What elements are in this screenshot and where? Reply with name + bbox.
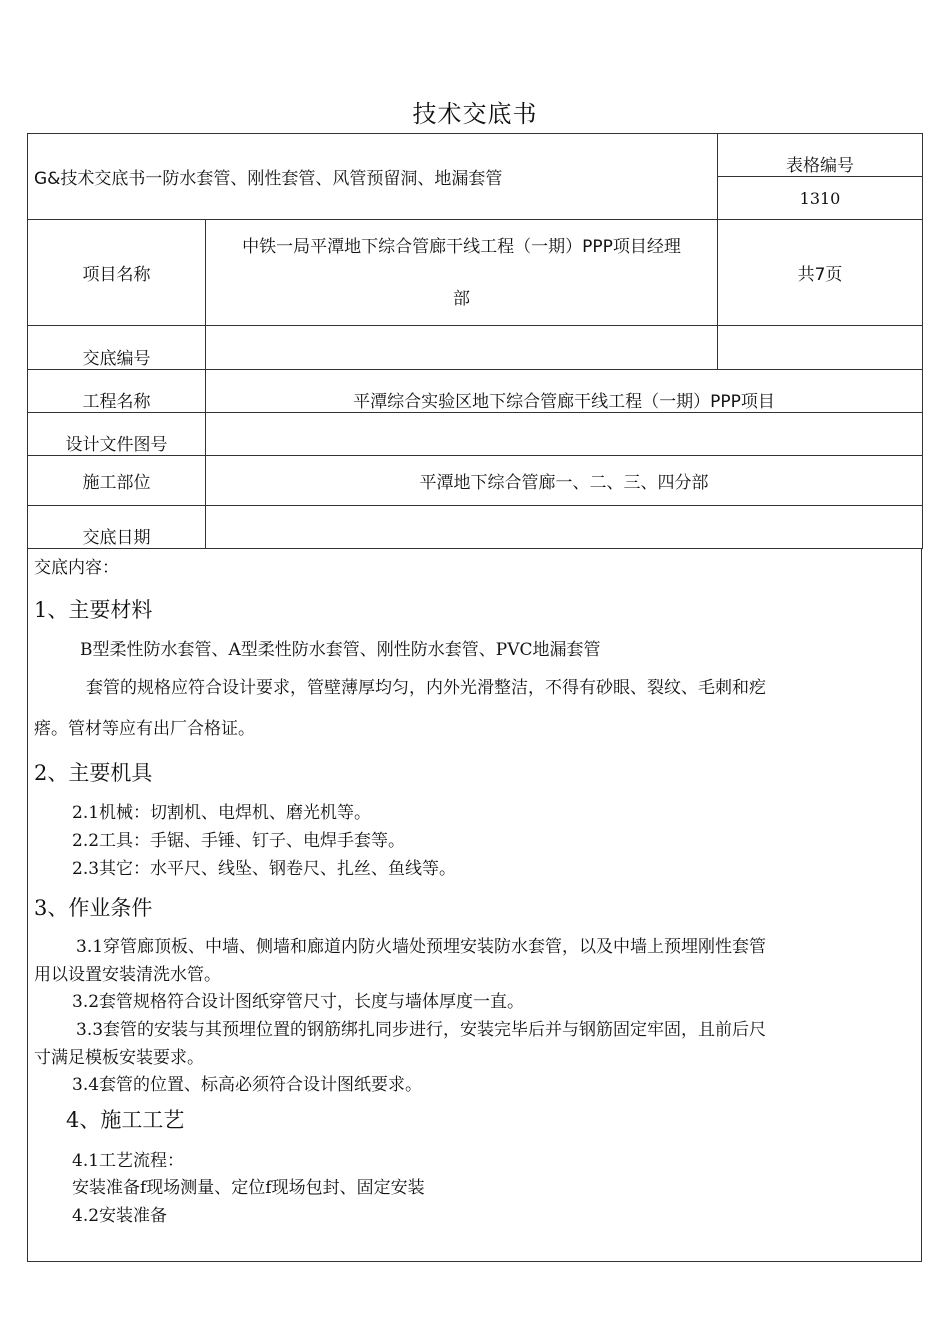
page-count: 共7页 xyxy=(718,220,923,326)
section-4-title: 4、施工工艺 xyxy=(66,1108,185,1132)
section-4-item-2: 4.2安装准备 xyxy=(72,1206,168,1226)
design-doc-label: 设计文件图号 xyxy=(28,413,206,456)
subject-text: G&技术交底书一防水套管、刚性套管、风管预留洞、地漏套管 xyxy=(34,169,503,189)
disclosure-date-value xyxy=(206,506,923,549)
section-2-item-1: 2.1机械：切割机、电焊机、磨光机等。 xyxy=(72,803,372,823)
project-name-line2: 部 xyxy=(453,288,470,309)
section-4-flow: 安装准备f现场测量、定位f现场包封、固定安装 xyxy=(72,1178,425,1198)
section-2-item-3: 2.3其它：水平尺、线坠、钢卷尺、扎丝、鱼线等。 xyxy=(72,859,457,879)
engineering-name-value: 平潭综合实验区地下综合管廊干线工程（一期）PPP项目 xyxy=(206,370,923,413)
project-name-label: 项目名称 xyxy=(28,220,206,326)
form-no-value: 1310 xyxy=(718,177,923,220)
disclosure-date-label: 交底日期 xyxy=(28,506,206,549)
section-1-spec-line2: 瘩。管材等应有出厂合格证。 xyxy=(34,719,255,739)
section-4-item-1: 4.1工艺流程： xyxy=(72,1151,185,1171)
engineering-name-label: 工程名称 xyxy=(28,370,206,413)
subject-cell xyxy=(28,134,718,220)
section-1-spec-line1: 套管的规格应符合设计要求，管壁薄厚均匀，内外光滑整洁，不得有砂眼、裂纹、毛刺和疙 xyxy=(86,678,766,698)
project-name-cell xyxy=(206,220,718,326)
section-3-item-4: 3.4套管的位置、标高必须符合设计图纸要求。 xyxy=(72,1075,423,1095)
section-3-item-3-line2: 寸满足模板安装要求。 xyxy=(34,1048,204,1068)
design-doc-value xyxy=(206,413,923,456)
section-2-item-2: 2.2工具：手锯、手锤、钉子、电焊手套等。 xyxy=(72,831,406,851)
disclosure-no-value xyxy=(206,326,718,370)
section-1-materials: B型柔性防水套管、A型柔性防水套管、刚性防水套管、PVC地漏套管 xyxy=(80,640,601,660)
form-no-label: 表格编号 xyxy=(718,134,923,177)
section-2-title: 2、主要机具 xyxy=(34,761,153,785)
construction-part-label: 施工部位 xyxy=(28,456,206,506)
construction-part-value: 平潭地下综合管廊一、二、三、四分部 xyxy=(206,456,923,506)
section-3-item-1-line2: 用以设置安装清洗水管。 xyxy=(34,965,221,985)
disclosure-no-extra xyxy=(718,326,923,370)
document-title: 技术交底书 xyxy=(412,100,538,128)
header-table xyxy=(27,133,923,549)
disclosure-no-label: 交底编号 xyxy=(28,326,206,370)
section-3-title: 3、作业条件 xyxy=(34,896,153,920)
section-3-item-3-line1: 3.3套管的安装与其预埋位置的钢筋绑扎同步进行，安装完毕后并与钢筋固定牢固，且前后尺 xyxy=(76,1020,767,1040)
project-name-line1: 中铁一局平潭地下综合管廊干线工程（一期）PPP项目经理 xyxy=(242,236,681,257)
content-label: 交底内容： xyxy=(34,558,119,578)
section-1-title: 1、主要材料 xyxy=(34,598,153,622)
section-3-item-1-line1: 3.1穿管廊顶板、中墙、侧墙和廊道内防火墙处预埋安装防水套管，以及中墙上预埋刚性套管 xyxy=(76,937,767,957)
section-3-item-2: 3.2套管规格符合设计图纸穿管尺寸，长度与墙体厚度一直。 xyxy=(72,992,525,1012)
